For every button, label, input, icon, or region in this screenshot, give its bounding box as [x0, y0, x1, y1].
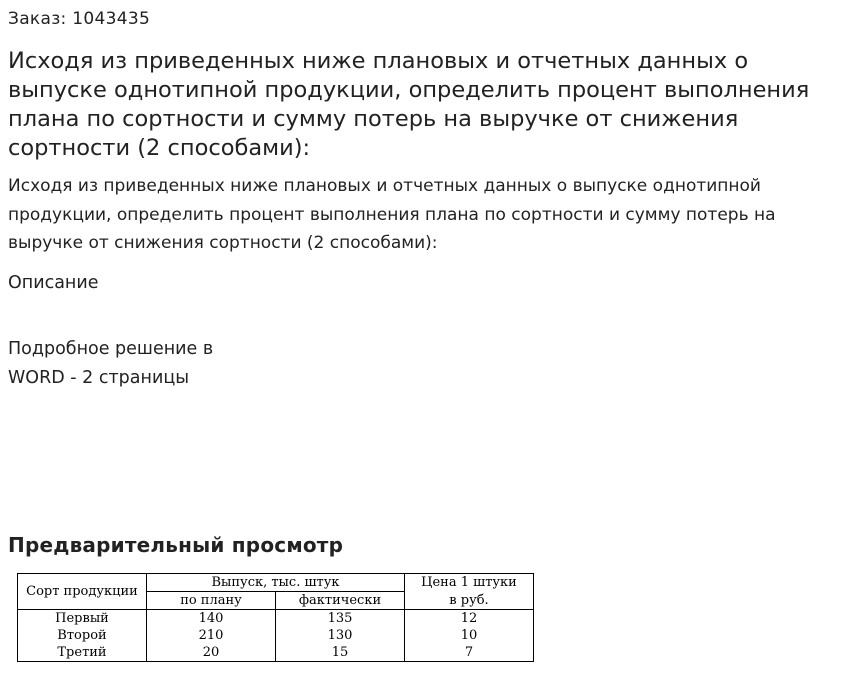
cell-sort: Третий: [18, 644, 147, 662]
solution-details: [8, 335, 308, 393]
header-plan: по плану: [147, 592, 276, 610]
header-price-line2: в руб.: [405, 592, 534, 610]
table-row: [18, 644, 534, 662]
cell-price: 12: [405, 610, 534, 628]
cell-sort: Второй: [18, 627, 147, 644]
cell-sort: Первый: [18, 610, 147, 628]
header-fact: фактически: [276, 592, 405, 610]
cell-plan: 210: [147, 627, 276, 644]
header-price-line1: Цена 1 штуки: [405, 574, 534, 592]
preview-table: [17, 573, 534, 662]
header-output: Выпуск, тыс. штук: [147, 574, 405, 592]
table-row: [18, 610, 534, 628]
cell-price: 7: [405, 644, 534, 662]
cell-plan: 20: [147, 644, 276, 662]
order-number: Заказ: 1043435: [8, 9, 151, 29]
cell-fact: 135: [276, 610, 405, 628]
preview-image: [17, 573, 534, 662]
cell-fact: 130: [276, 627, 405, 644]
cell-fact: 15: [276, 644, 405, 662]
table-header-row: [18, 574, 534, 592]
cell-plan: 140: [147, 610, 276, 628]
solution-details-line2: WORD - 2 страницы: [8, 368, 190, 388]
solution-details-line1: Подробное решение в: [8, 339, 214, 359]
table-row: [18, 627, 534, 644]
description-label: Описание: [8, 273, 99, 293]
cell-price: 10: [405, 627, 534, 644]
preview-heading: Предварительный просмотр: [8, 533, 344, 557]
task-title: Исходя из приведенных ниже плановых и отчетных данных о выпуске однотипной продукции, определить процент выполнения плана по сортности и сумму потерь на выручке от снижения сортности (2 способами):: [8, 48, 810, 161]
task-description: Исходя из приведенных ниже плановых и отчетных данных о выпуске однотипной продукции, определить процент выполнения плана по сортности и сумму потерь на выручке от снижения сортности (2 способами):: [8, 176, 776, 253]
header-sort: Сорт продукции: [18, 574, 147, 610]
